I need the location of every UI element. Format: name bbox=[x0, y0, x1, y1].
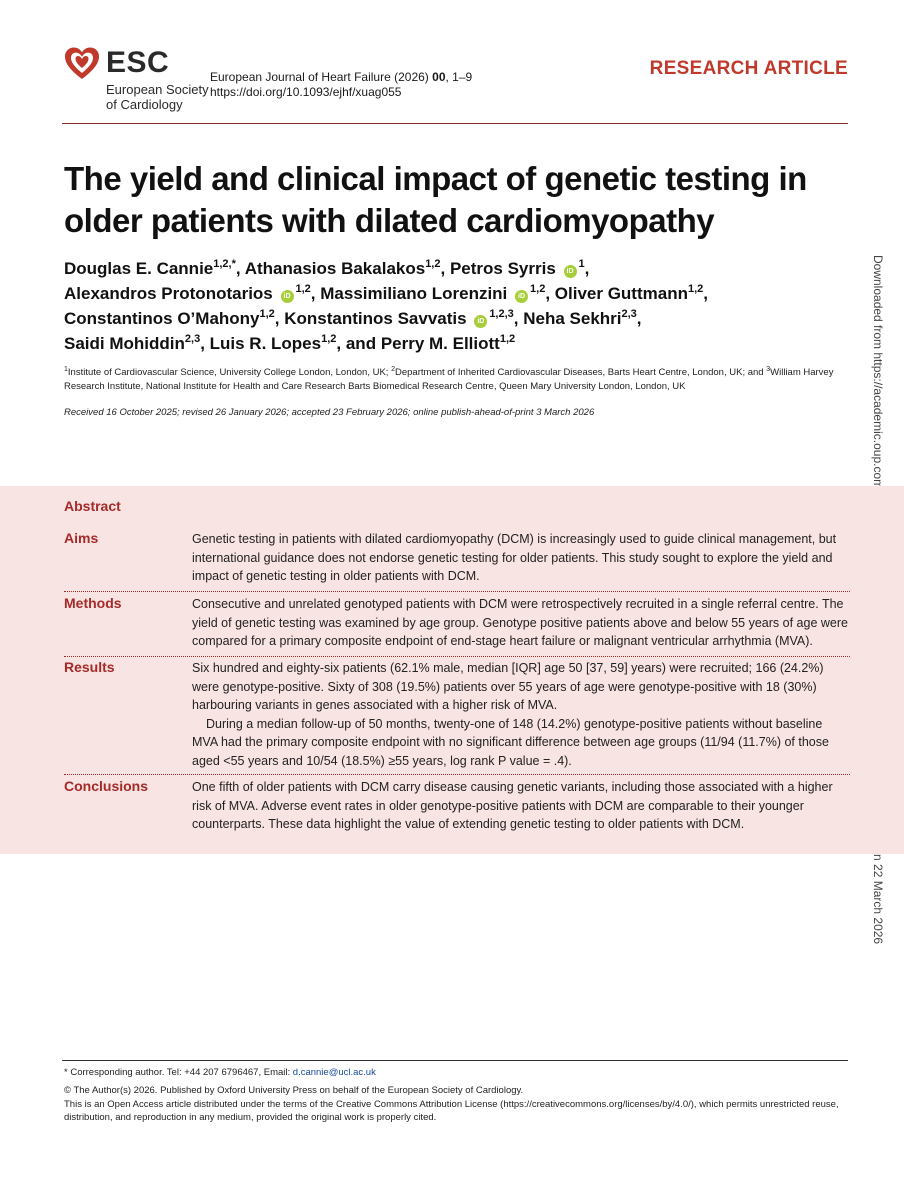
article-title: The yield and clinical impact of genetic testing in older patients with dilated cardiomyopathy bbox=[64, 160, 807, 239]
results-label: Results bbox=[64, 659, 115, 675]
author bbox=[64, 334, 210, 353]
orcid-icon[interactable]: iD bbox=[281, 290, 294, 303]
esc-logo bbox=[62, 44, 212, 114]
author-name: Petros Syrris bbox=[449, 259, 556, 278]
author-separator: , bbox=[545, 284, 555, 303]
email-link[interactable]: d.cannie@ucl.ac.uk bbox=[292, 1067, 376, 1078]
author-name: Alexandros Protonotarios bbox=[64, 284, 273, 303]
author-affiliation-marker: 1,2 bbox=[499, 333, 516, 345]
received-dates: Received 16 October 2025; revised 26 January 2026; accepted 23 February 2026; online publish-ahead-of-print 3 March 2026 bbox=[64, 407, 595, 418]
author-separator: , bbox=[636, 309, 642, 328]
aims-label: Aims bbox=[64, 530, 99, 546]
author bbox=[555, 284, 708, 303]
author-name: Konstantinos Savvatis bbox=[284, 309, 467, 328]
logo-society-name: European Society of Cardiology bbox=[106, 82, 209, 112]
license-notice: This is an Open Access article distributed under the terms of the Creative Commons Attribution License (https://creativecommons.org/licenses/by/4.0/), which permits unrestricted reuse, distribution, and reproduction in any medium, provided the original work is properly cited. bbox=[64, 1099, 839, 1123]
author-list bbox=[64, 256, 834, 356]
author-name: Douglas E. Cannie bbox=[64, 259, 214, 278]
section-divider bbox=[64, 656, 850, 657]
author bbox=[245, 259, 450, 278]
author-separator: , bbox=[274, 309, 285, 328]
author-name: Massimiliano Lorenzini bbox=[320, 284, 508, 303]
author-separator: , bbox=[703, 284, 708, 303]
author-separator: , bbox=[235, 259, 245, 278]
author bbox=[210, 334, 381, 353]
author-name: Athanasios Bakalakos bbox=[244, 259, 426, 278]
author-affiliation-marker: 1,2 bbox=[530, 283, 546, 295]
author-affiliation-marker: 1,2 bbox=[259, 308, 275, 320]
article-type-label: RESEARCH ARTICLE bbox=[649, 58, 848, 79]
author-affiliation-marker: 1,2 bbox=[687, 283, 704, 295]
section-divider bbox=[64, 591, 850, 592]
journal-citation: European Journal of Heart Failure (2026) 00, 1–9 https://doi.org/10.1093/ejhf/xuag055 bbox=[210, 70, 473, 99]
corresponding-author: * Corresponding author. Tel: +44 207 6796467, Email: d.cannie@ucl.ac.uk bbox=[64, 1067, 376, 1078]
author bbox=[450, 259, 589, 278]
author bbox=[381, 334, 515, 353]
orcid-icon[interactable]: iD bbox=[564, 265, 577, 278]
methods-label: Methods bbox=[64, 595, 122, 611]
author bbox=[523, 309, 641, 328]
author-name: Neha Sekhri bbox=[523, 309, 622, 328]
author-affiliation-marker: 1,2 bbox=[295, 283, 311, 295]
conclusions-label: Conclusions bbox=[64, 778, 149, 794]
section-divider bbox=[64, 774, 850, 775]
conclusions-text: One fifth of older patients with DCM carry disease causing genetic variants, including those associated with a higher risk of MVA. Adverse event rates in older genotype-positive patients with DCM are comparable to their younger counterparts. These data highlight the value of extending genetic testing to older patients with DCM. bbox=[192, 780, 833, 831]
methods-text: Consecutive and unrelated genotyped patients with DCM were retrospectively recruited in a single referral centre. The yield of genetic testing was examined by age group. Genotype positive patients above and below 55 years of age were compared for a primary composite endpoint of end-stage heart failure or malignant ventricular arrhythmia (MVA). bbox=[192, 597, 848, 648]
author-affiliation-marker: 1,2 bbox=[425, 258, 441, 270]
author-separator: , bbox=[440, 259, 450, 278]
author-affiliation-marker: 1 bbox=[578, 258, 585, 270]
author bbox=[64, 259, 245, 278]
copyright-notice: © The Author(s) 2026. Published by Oxford University Press on behalf of the European Society of Cardiology. bbox=[64, 1085, 524, 1096]
author-separator: , bbox=[310, 284, 321, 303]
author bbox=[64, 309, 284, 328]
author-affiliation-marker: 1,2,3 bbox=[489, 308, 514, 320]
corresponding-marker: * bbox=[231, 258, 236, 270]
author-affiliation-marker: 2,3 bbox=[621, 308, 637, 320]
abstract-heading: Abstract bbox=[64, 498, 121, 514]
logo-brand: ESC bbox=[106, 46, 170, 79]
author-affiliation-marker: 1,2 bbox=[321, 333, 337, 345]
header-divider bbox=[62, 123, 848, 124]
author-name: Oliver Guttmann bbox=[554, 284, 688, 303]
author-separator: , and bbox=[336, 334, 381, 353]
doi-link[interactable]: https://doi.org/10.1093/ejhf/xuag055 bbox=[210, 85, 402, 99]
author-name: Saidi Mohiddin bbox=[64, 334, 185, 353]
heart-logo-icon bbox=[62, 44, 102, 84]
author-separator: , bbox=[584, 259, 590, 278]
author-separator: , bbox=[200, 334, 210, 353]
author-name: Luis R. Lopes bbox=[209, 334, 322, 353]
author-affiliation-marker: 1,2, bbox=[213, 258, 232, 270]
author-separator: , bbox=[513, 309, 524, 328]
author-name: Constantinos O’Mahony bbox=[64, 309, 260, 328]
author-affiliation-marker: 2,3 bbox=[184, 333, 201, 345]
aims-text: Genetic testing in patients with dilated cardiomyopathy (DCM) is increasingly used to guide clinical management, but international guidance does not endorse genetic testing for older patients. This study sought to explore the yield and impact of genetic testing in older patients with DCM. bbox=[192, 532, 837, 583]
affiliations: $^1$Institute of Cardiovascular Science, University College London, London, UK; $^2$Department of Inherited Cardiovascular Diseases, Barts Heart Centre, London, UK; and $^3$William Harvey Research Institute, National Institute for Health and Care Research Barts Biomedical Research Centre, Queen Mary University London, London, UK bbox=[64, 366, 834, 392]
orcid-icon[interactable]: iD bbox=[474, 315, 487, 328]
author-name: Perry M. Elliott bbox=[380, 334, 500, 353]
author bbox=[320, 284, 555, 303]
author bbox=[64, 284, 320, 303]
results-text: Six hundred and eighty-six patients (62.1% male, median [IQR] age 50 [37, 59] years) were recruited; 166 (24.2%) were genotype-positive. Sixty of 308 (19.5%) patients over 55 years of age were genotype-positive with 18 (30%) harbouring variants in genes associated with a higher risk of MVA. During a median follow-up of 50 months, twenty-one of 148 (14.2%) genotype-positive patients without baseline MVA had the primary composite endpoint with no significant difference between age groups (11/94 (11.7%) of those aged <55 years and 10/54 (18.5%) ≥55 years, log rank P value = .4). bbox=[192, 661, 829, 768]
orcid-icon[interactable]: iD bbox=[515, 290, 528, 303]
footnote-divider bbox=[62, 1060, 848, 1061]
author bbox=[284, 309, 523, 328]
